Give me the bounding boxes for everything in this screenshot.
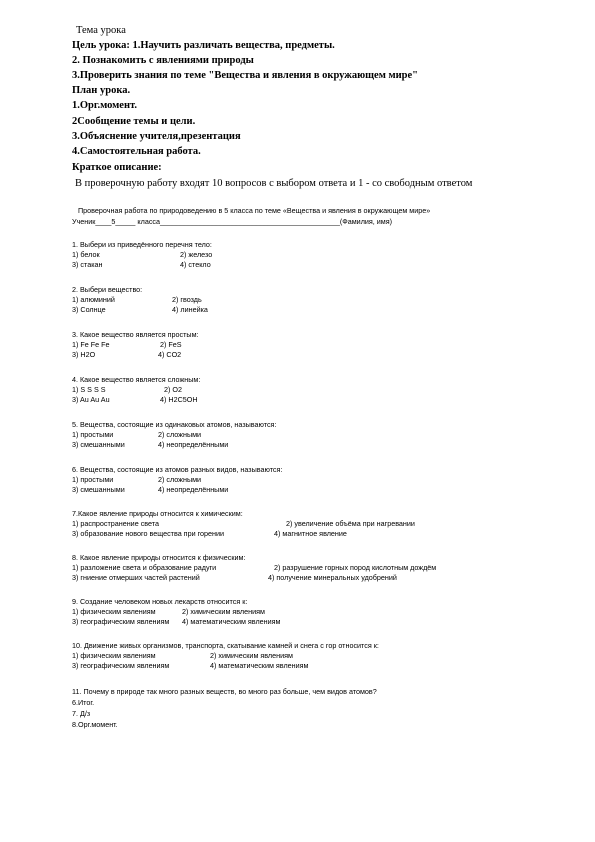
- answer-option: 1) алюминий: [72, 295, 115, 304]
- plan-item: 3.Объяснение учителя,презентация: [72, 131, 241, 142]
- question-text: 1. Выбери из приведённого перечня тело:: [72, 240, 212, 249]
- question-text: 9. Создание человеком новых лекарств относится к:: [72, 597, 248, 606]
- answer-option: 1) распространение света: [72, 519, 159, 528]
- question: [72, 641, 512, 671]
- question: [72, 465, 512, 495]
- lesson-goal-2: 2. Познакомить с явлениями природы: [72, 55, 254, 66]
- answer-option: 2) O2: [164, 385, 182, 394]
- answer-option: 3) стакан: [72, 260, 103, 269]
- answer-option: 3) Au Au Au: [72, 395, 110, 404]
- question-text: 5. Вещества, состоящие из одинаковых атомов, называются:: [72, 420, 277, 429]
- answer-option: 1) разложение света и образование радуги: [72, 563, 217, 572]
- question-text: 4. Какое вещество является сложным:: [72, 375, 201, 384]
- answer-option: 2) сложными: [158, 475, 202, 484]
- answer-option: 1) S S S S: [72, 385, 106, 394]
- question: [72, 597, 512, 627]
- answer-option: 4) математическим явлениям: [210, 661, 309, 670]
- plan-tail-item: 6.Итог.: [72, 698, 95, 707]
- answer-option: 3) образование нового вещества при горении: [72, 529, 225, 538]
- question-text: 10. Движение живых организмов, транспорта, скатывание камней и снега с гор относится к:: [72, 641, 379, 650]
- question: [72, 375, 512, 405]
- question-text: 2. Выбери вещество:: [72, 285, 143, 294]
- answer-option: 1) простыми: [72, 475, 114, 484]
- answer-option: 3) смешанными: [72, 485, 125, 494]
- student-line: Ученик____5_____ класса_____________________________________________(Фамилия, имя): [72, 217, 393, 226]
- answer-option: 4) стекло: [180, 260, 211, 269]
- plan-tail-item: 8.Орг.момент.: [72, 720, 118, 729]
- answer-option: 2) разрушение горных пород кислотным дождём: [274, 563, 437, 572]
- answer-option: 1) белок: [72, 250, 100, 259]
- answer-option: 4) линейка: [172, 305, 208, 314]
- lesson-goal: Цель урока: 1.Научить различать вещества, предметы.: [72, 40, 335, 51]
- answer-option: 4) неопределёнными: [158, 485, 229, 494]
- answer-option: 4) математическим явлениям: [182, 617, 281, 626]
- question-text: 8. Какое явление природы относится к физическим:: [72, 553, 246, 562]
- question: [72, 420, 512, 450]
- answer-option: 4) неопределёнными: [158, 440, 229, 449]
- answer-option: 1) Fe Fe Fe: [72, 340, 110, 349]
- plan-tail-item: 7. Д/з: [72, 709, 91, 718]
- plan-item: 1.Орг.момент.: [72, 100, 138, 111]
- answer-option: 2) FeS: [160, 340, 182, 349]
- answer-option: 4) CO2: [158, 350, 182, 359]
- answer-option: 2) увеличение объёма при нагревании: [286, 519, 415, 528]
- answer-option: 1) физическим явлениям: [72, 651, 156, 660]
- answer-option: 2) гвоздь: [172, 295, 202, 304]
- answer-option: 2) химическим явлениям: [210, 651, 293, 660]
- answer-option: 3) гниение отмерших частей растений: [72, 573, 200, 582]
- question: [72, 240, 512, 270]
- question: [72, 553, 512, 583]
- question-text: 3. Какое вещество является простым:: [72, 330, 199, 339]
- answer-option: 3) Солнце: [72, 305, 106, 314]
- summary-text: В проверочную работу входят 10 вопросов с выбором ответа и 1 - со свободным ответом: [75, 178, 473, 189]
- question: [72, 285, 512, 315]
- answer-option: 4) H2C5OH: [160, 395, 198, 404]
- answer-option: 2) химическим явлениям: [182, 607, 265, 616]
- answer-option: 2) сложными: [158, 430, 202, 439]
- answer-option: 1) физическим явлениям: [72, 607, 156, 616]
- answer-option: 1) простыми: [72, 430, 114, 439]
- plan-title: План урока.: [72, 85, 131, 96]
- answer-option: 3) смешанными: [72, 440, 125, 449]
- lesson-title: Тема урока: [76, 25, 126, 36]
- answer-option: 3) H2O: [72, 350, 96, 359]
- summary-title: Краткое описание:: [72, 162, 162, 173]
- answer-option: 3) географическим явлениям: [72, 661, 170, 670]
- lesson-goal-3: 3.Проверить знания по теме "Вещества и явления в окружающем мире": [72, 70, 419, 81]
- answer-option: 4) получение минеральных удобрений: [268, 573, 397, 582]
- question: [72, 509, 512, 539]
- answer-option: 4) магнитное явление: [274, 529, 347, 538]
- question-text: 7.Какое явление природы относится к химическим:: [72, 509, 243, 518]
- answer-option: 3) географическим явлениям: [72, 617, 170, 626]
- answer-option: 2) железо: [180, 250, 213, 259]
- open-question: 11. Почему в природе так много разных веществ, во много раз больше, чем видов атомов?: [72, 687, 377, 696]
- question: [72, 330, 512, 360]
- plan-item: 2Сообщение темы и цели.: [72, 116, 196, 127]
- test-header: Проверочная работа по природоведению в 5 класса по теме «Вещества и явления в окружающем мире»: [78, 206, 431, 215]
- plan-item: 4.Самостоятельная работа.: [72, 146, 201, 157]
- question-text: 6. Вещества, состоящие из атомов разных видов, называются:: [72, 465, 283, 474]
